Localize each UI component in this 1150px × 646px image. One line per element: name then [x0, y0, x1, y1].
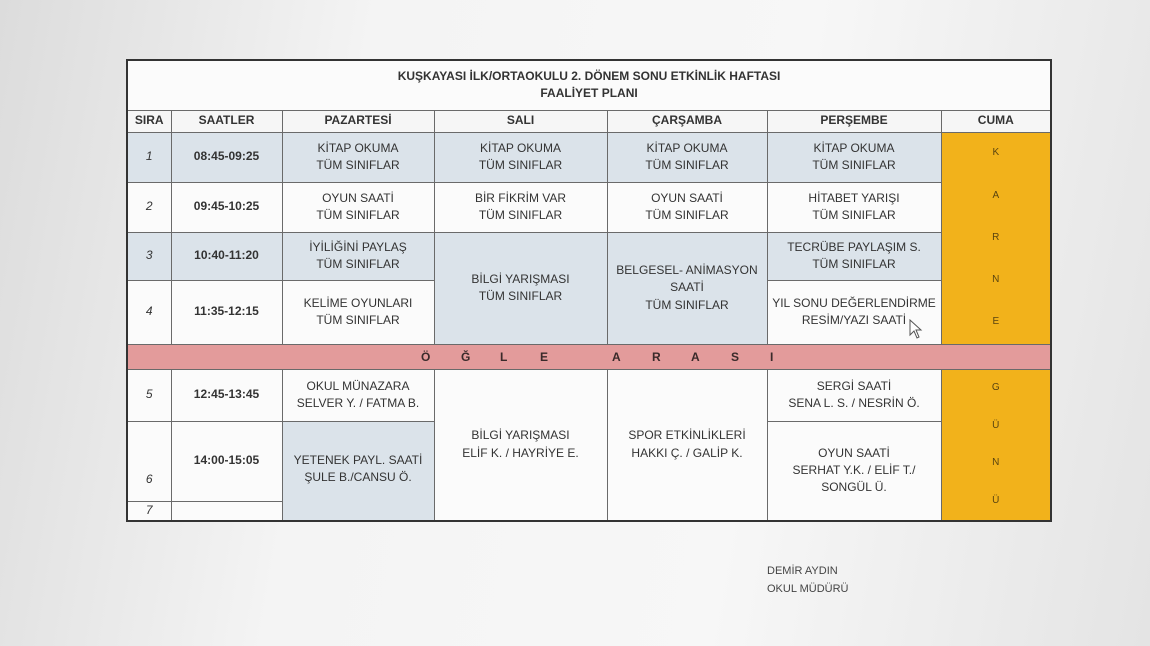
karne-letter: N: [992, 273, 1000, 285]
karne-letter: E: [992, 316, 1000, 328]
cell-carsamba-3-4: BELGESEL- ANİMASYON SAATİ TÜM SINIFLAR: [607, 232, 767, 344]
time-slot: 14:00-15:05: [171, 421, 282, 501]
time-slot: 11:35-12:15: [171, 280, 282, 344]
lunch-break-letter: A: [612, 349, 621, 364]
karne-letter: A: [992, 189, 1000, 201]
cell-carsamba-2: OYUN SAATİ TÜM SINIFLAR: [607, 182, 767, 232]
cell-persembe-3: TECRÜBE PAYLAŞIM S. TÜM SINIFLAR: [767, 232, 941, 280]
lunch-break-bar: [127, 344, 1051, 369]
cell-pazartesi-5: OKUL MÜNAZARA SELVER Y. / FATMA B.: [282, 369, 434, 421]
lunch-break-letter: E: [540, 349, 549, 364]
cell-persembe-2: HİTABET YARIŞI TÜM SINIFLAR: [767, 182, 941, 232]
row-number: 6: [127, 421, 171, 501]
cell-persembe-1: KİTAP OKUMA TÜM SINIFLAR: [767, 132, 941, 182]
mouse-pointer-icon: [909, 319, 923, 339]
table-row: [127, 369, 1051, 421]
time-slot: 10:40-11:20: [171, 232, 282, 280]
cell-persembe-6-7: OYUN SAATİ SERHAT Y.K. / ELİF T./ SONGÜL Ü.: [767, 421, 941, 521]
principal-name: DEMİR AYDIN: [767, 565, 838, 577]
table-row: [127, 182, 1051, 232]
gunu-letter: G: [991, 382, 1000, 394]
header-pazartesi: PAZARTESİ: [282, 110, 434, 132]
karne-letter: R: [992, 231, 1000, 243]
title-line-1: KUŞKAYASI İLK/ORTAOKULU 2. DÖNEM SONU ETKİNLİK HAFTASI: [397, 68, 781, 83]
gunu-letter: Ü: [992, 494, 1000, 506]
lunch-break-letter: I: [770, 349, 774, 364]
principal-title: OKUL MÜDÜRÜ: [767, 582, 849, 595]
time-slot: 12:45-13:45: [171, 369, 282, 421]
lunch-break-letter: Ğ: [461, 349, 471, 364]
activity-plan-table: [126, 59, 1052, 522]
lunch-break-letter: R: [652, 349, 661, 364]
cell-pazartesi-1: KİTAP OKUMA TÜM SINIFLAR: [282, 132, 434, 182]
lunch-break-letter: S: [731, 349, 740, 364]
lunch-break-letter: L: [500, 349, 508, 364]
row-number: 4: [127, 280, 171, 344]
header-cuma: CUMA: [941, 110, 1051, 132]
cell-carsamba-5-7: SPOR ETKİNLİKLERİ HAKKI Ç. / GALİP K.: [607, 369, 767, 521]
cell-pazartesi-4: KELİME OYUNLARI TÜM SINIFLAR: [282, 280, 434, 344]
time-slot: 08:45-09:25: [171, 132, 282, 182]
cell-cuma-gunu: [941, 369, 1051, 521]
row-number: 5: [127, 369, 171, 421]
table-title: [127, 60, 1051, 110]
cell-pazartesi-2: OYUN SAATİ TÜM SINIFLAR: [282, 182, 434, 232]
header-sali: SALI: [434, 110, 607, 132]
karne-letter: K: [992, 147, 1000, 159]
cell-cuma-karne: [941, 132, 1051, 344]
header-saatler: SAATLER: [171, 110, 282, 132]
lunch-break-row: [127, 344, 1051, 369]
cell-sali-2: BİR FİKRİM VAR TÜM SINIFLAR: [434, 182, 607, 232]
row-number: 2: [127, 182, 171, 232]
cell-pazartesi-6-7: YETENEK PAYL. SAATİ ŞULE B./CANSU Ö.: [282, 421, 434, 521]
cell-sali-3-4: BİLGİ YARIŞMASI TÜM SINIFLAR: [434, 232, 607, 344]
gunu-letter: Ü: [992, 419, 1000, 431]
cell-persembe-5: SERGİ SAATİ SENA L. S. / NESRİN Ö.: [767, 369, 941, 421]
cell-carsamba-1: KİTAP OKUMA TÜM SINIFLAR: [607, 132, 767, 182]
header-carsamba: ÇARŞAMBA: [607, 110, 767, 132]
lunch-break-letter: A: [691, 349, 700, 364]
table-row: [127, 232, 1051, 280]
cell-pazartesi-3: İYİLİĞİNİ PAYLAŞ TÜM SINIFLAR: [282, 232, 434, 280]
header-sira: SIRA: [127, 110, 171, 132]
title-line-2: FAALİYET PLANI: [540, 86, 638, 101]
header-persembe: PERŞEMBE: [767, 110, 941, 132]
time-slot: 09:45-10:25: [171, 182, 282, 232]
cell-sali-1: KİTAP OKUMA TÜM SINIFLAR: [434, 132, 607, 182]
gunu-letter: N: [992, 457, 1000, 469]
row-number: 7: [127, 501, 171, 521]
cell-persembe-4: YIL SONU DEĞERLENDİRME RESİM/YAZI SAATİ: [767, 280, 941, 344]
time-slot-empty: [171, 501, 282, 521]
lunch-break-letter: Ö: [421, 349, 431, 364]
row-number: 3: [127, 232, 171, 280]
row-number: 1: [127, 132, 171, 182]
cell-sali-5-7: BİLGİ YARIŞMASI ELİF K. / HAYRİYE E.: [434, 369, 607, 521]
table-row: [127, 132, 1051, 182]
signature-block: [767, 563, 849, 598]
